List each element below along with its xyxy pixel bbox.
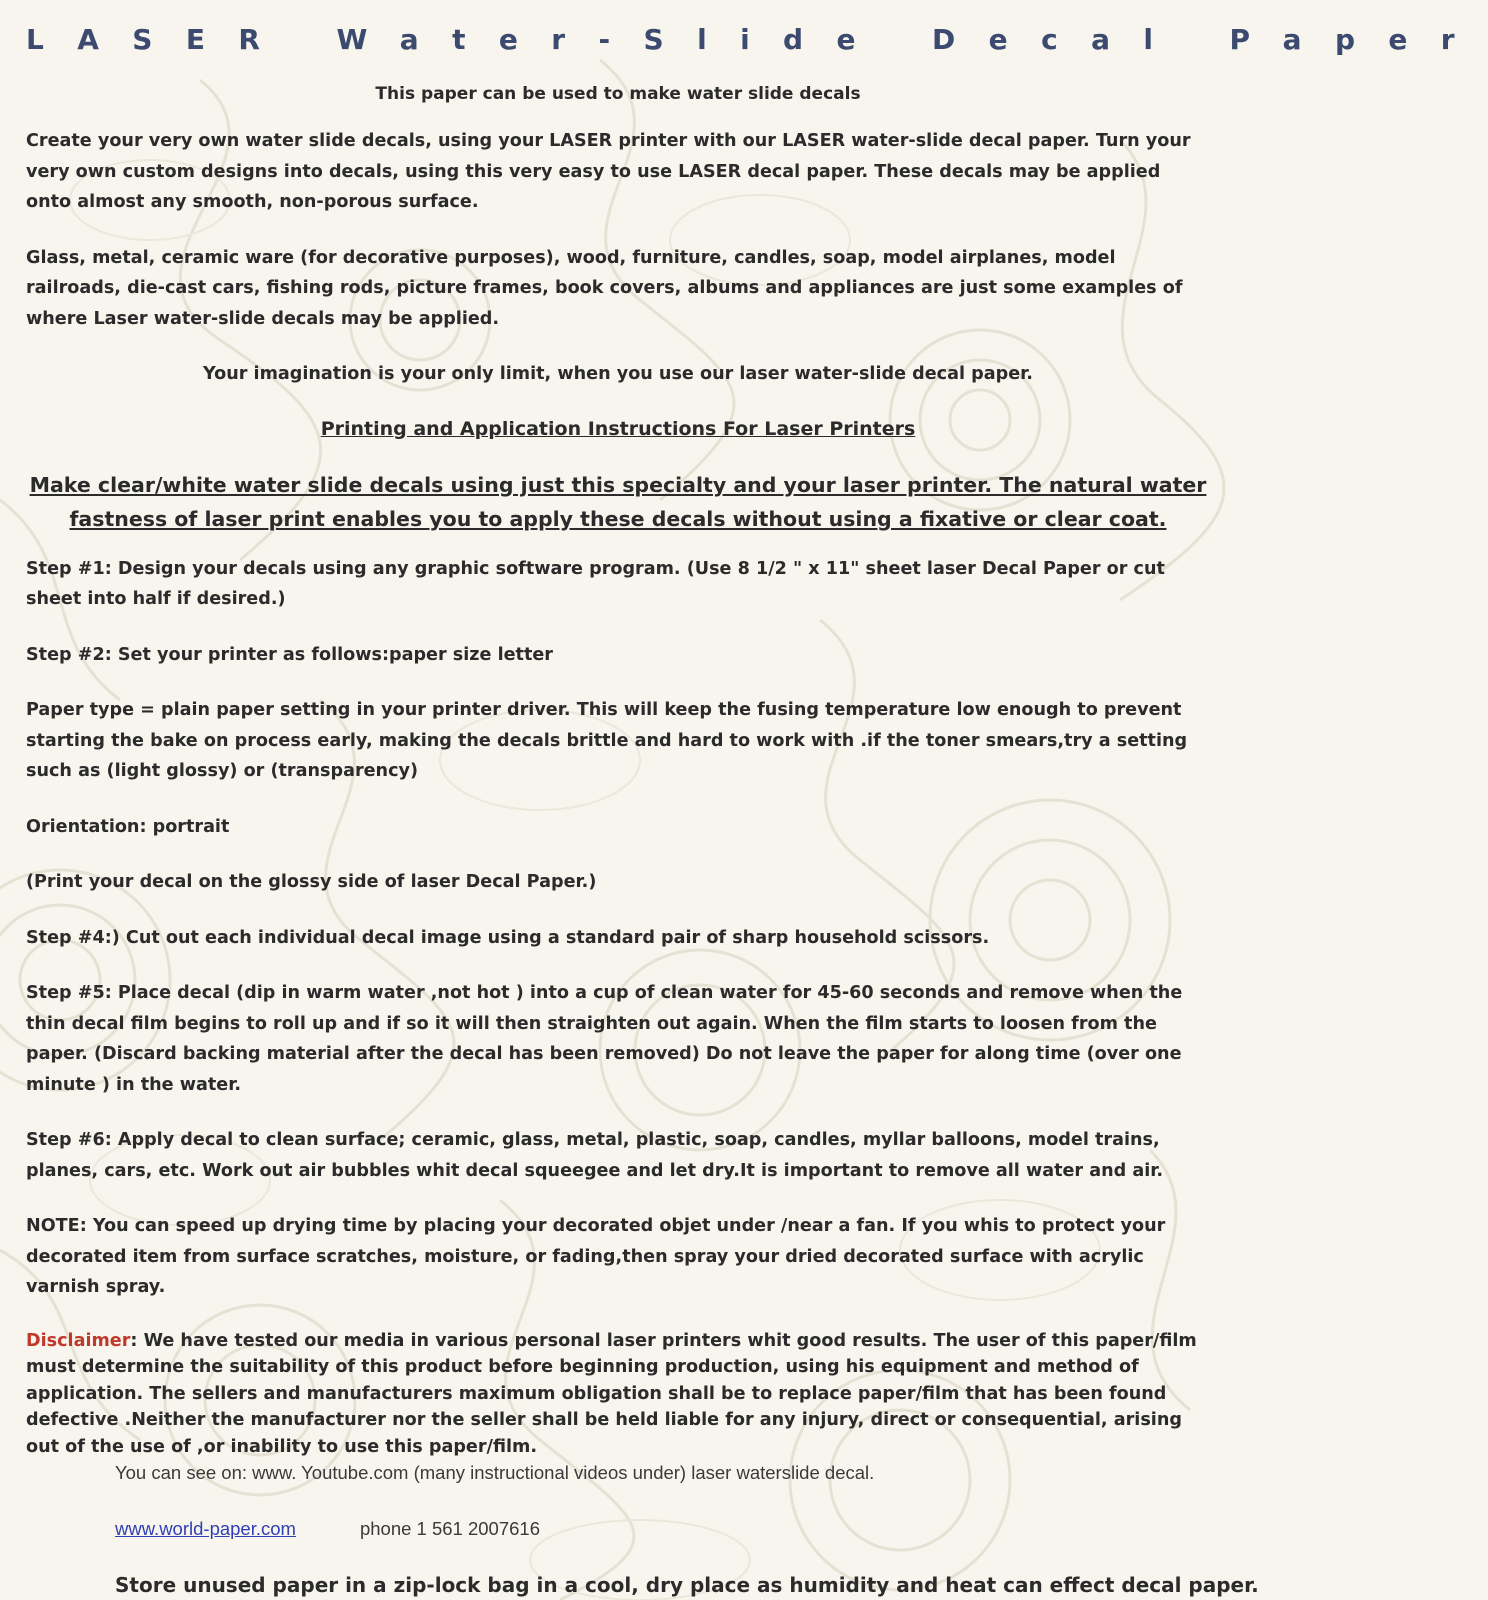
paper-type-paragraph: Paper type = plain paper setting in your printer driver. This will keep the fusing temperature low enough to prevent starting the bake on process early, making the decals brittle and hard to work with .if the toner smears,try a setting such as (light glossy) or (transparency) <box>26 700 1188 781</box>
youtube-line: You can see on: www. Youtube.com (many instructional videos under) laser waterslide decal. <box>115 1462 875 1483</box>
print-side-line: (Print your decal on the glossy side of laser Decal Paper.) <box>26 872 597 892</box>
imagination-line: Your imagination is your only limit, when you use our laser water-slide decal paper. <box>203 364 1033 384</box>
make-decals-heading: Make clear/white water slide decals using just this specialty and your laser printer. The natural water fastness of laser print enables you to apply these decals without using a fixative or clear coat. <box>29 472 1207 531</box>
surfaces-paragraph: Glass, metal, ceramic ware (for decorative purposes), wood, furniture, candles, soap, model airplanes, model railroads, die-cast cars, fishing rods, picture frames, book covers, albums and appliances are just some examples of where Laser water-slide decals may be applied. <box>26 247 1183 329</box>
instructions-heading: Printing and Application Instructions For Laser Printers <box>320 417 916 440</box>
phone-number: phone 1 561 2007616 <box>359 1518 540 1539</box>
step-6: Step #6: Apply decal to clean surface; ceramic, glass, metal, plastic, soap, candles, myllar balloons, model trains, planes, cars, etc. Work out air bubbles whit decal squeegee and let dry.It is important to remove all water and air. <box>26 1130 1164 1181</box>
step-4: Step #4:) Cut out each individual decal image using a standard pair of sharp household scissors. <box>26 927 990 948</box>
document-title: LASER Water-Slide Decal Paper <box>26 23 1488 56</box>
disclaimer-label: Disclaimer <box>26 1330 131 1351</box>
document-subtitle: This paper can be used to make water slide decals <box>375 84 861 104</box>
contact-row <box>26 1516 1210 1542</box>
disclaimer-paragraph <box>26 1328 1210 1461</box>
website-link[interactable]: www.world-paper.com <box>115 1518 296 1539</box>
storage-note: Store unused paper in a zip-lock bag in a cool, dry place as humidity and heat can effect decal paper. <box>115 1573 1259 1597</box>
note-paragraph: NOTE: You can speed up drying time by placing your decorated objet under /near a fan. If you whis to protect your decorated item from surface scratches, moisture, or fading,then spray your dried decorated surface with acrylic varnish spray. <box>26 1216 1166 1297</box>
step-1: Step #1: Design your decals using any graphic software program. (Use 8 1/2 " x 11" sheet laser Decal Paper or cut sheet into half if desired.) <box>26 558 1165 609</box>
orientation-line: Orientation: portrait <box>26 816 230 837</box>
step-2: Step #2: Set your printer as follows:paper size letter <box>26 644 553 665</box>
disclaimer-text: : We have tested our media in various personal laser printers whit good results. The user of this paper/film must determine the suitability of this product before beginning production, using his equipment and method of application. The sellers and manufacturers maximum obligation shall be to replace paper/film that has been found defective .Neither the manufacturer nor the seller shall be held liable for any injury, direct or consequential, arising out of the use of ,or inability to use this paper/film. <box>26 1330 1197 1457</box>
step-5: Step #5: Place decal (dip in warm water ,not hot ) into a cup of clean water for 45-60 seconds and remove when the thin decal film begins to roll up and if so it will then straighten out again. When the film starts to loosen from the paper. (Discard backing material after the decal has been removed) Do not leave the paper for along time (over one minute ) in the water. <box>26 983 1183 1095</box>
intro-paragraph: Create your very own water slide decals, using your LASER printer with our LASER water-slide decal paper. Turn your very own custom designs into decals, using this very easy to use LASER decal paper. These decals may be applied onto almost any smooth, non-porous surface. <box>26 131 1191 212</box>
